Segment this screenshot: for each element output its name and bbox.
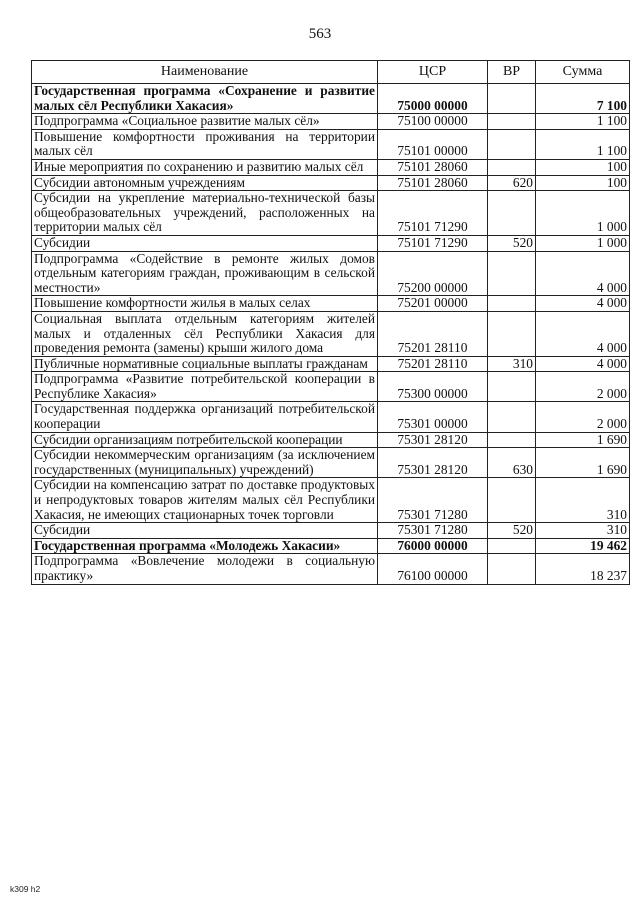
cell-name: Субсидии на компенсацию затрат по доставке продуктовых и непродуктовых товаров жителям малых сёл Республики Хакасия, не имеющих стационарных точек торговли (32, 478, 378, 523)
cell-vr (488, 402, 536, 432)
cell-vr (488, 296, 536, 312)
header-name: Наименование (32, 61, 378, 84)
table-row (32, 129, 630, 159)
cell-sum: 1 100 (536, 129, 630, 159)
table-row (32, 159, 630, 175)
header-sum: Сумма (536, 61, 630, 84)
cell-vr: 630 (488, 448, 536, 478)
cell-csr: 76000 00000 (378, 538, 488, 554)
cell-name: Подпрограмма «Социальное развитие малых сёл» (32, 114, 378, 130)
table-row (32, 448, 630, 478)
table-row (32, 554, 630, 584)
cell-name: Субсидии некоммерческим организациям (за исключением государственных (муниципальных) учреждений) (32, 448, 378, 478)
cell-name: Подпрограмма «Содействие в ремонте жилых домов отдельным категориям граждан, проживающим в сельской местности» (32, 251, 378, 296)
table-row (32, 402, 630, 432)
cell-csr: 75301 28120 (378, 432, 488, 448)
cell-sum: 2 000 (536, 372, 630, 402)
cell-csr: 75301 71280 (378, 478, 488, 523)
header-vr: ВР (488, 61, 536, 84)
cell-vr (488, 129, 536, 159)
cell-name: Субсидии (32, 235, 378, 251)
cell-name: Повышение комфортности жилья в малых селах (32, 296, 378, 312)
cell-name: Государственная программа «Сохранение и развитие малых сёл Республики Хакасия» (32, 84, 378, 114)
cell-vr (488, 554, 536, 584)
cell-sum: 2 000 (536, 402, 630, 432)
cell-csr: 76100 00000 (378, 554, 488, 584)
cell-vr (488, 191, 536, 236)
cell-csr: 75100 00000 (378, 114, 488, 130)
cell-vr (488, 311, 536, 356)
cell-vr (488, 84, 536, 114)
table-row (32, 432, 630, 448)
table-row (32, 523, 630, 539)
cell-sum: 100 (536, 175, 630, 191)
cell-vr (488, 432, 536, 448)
table-row (32, 538, 630, 554)
cell-sum: 1 690 (536, 448, 630, 478)
cell-sum: 310 (536, 478, 630, 523)
cell-vr (488, 159, 536, 175)
cell-sum: 4 000 (536, 251, 630, 296)
table-row (32, 191, 630, 236)
page-number: 563 (308, 26, 332, 42)
cell-csr: 75201 28110 (378, 311, 488, 356)
cell-sum: 1 100 (536, 114, 630, 130)
cell-vr: 520 (488, 523, 536, 539)
cell-sum: 19 462 (536, 538, 630, 554)
table-row (32, 478, 630, 523)
cell-sum: 1 000 (536, 191, 630, 236)
cell-sum: 4 000 (536, 296, 630, 312)
cell-name: Повышение комфортности проживания на территории малых сёл (32, 129, 378, 159)
table-row (32, 356, 630, 372)
table-row (32, 114, 630, 130)
cell-sum: 4 000 (536, 356, 630, 372)
cell-name: Субсидии (32, 523, 378, 539)
cell-vr (488, 251, 536, 296)
cell-vr (488, 372, 536, 402)
cell-name: Субсидии на укрепление материально-технической базы общеобразовательных учреждений, расположенных на территории малых сёл (32, 191, 378, 236)
table-header-row (32, 61, 630, 84)
cell-name: Иные мероприятия по сохранению и развитию малых сёл (32, 159, 378, 175)
cell-csr: 75101 28060 (378, 159, 488, 175)
cell-csr: 75101 28060 (378, 175, 488, 191)
cell-csr: 75200 00000 (378, 251, 488, 296)
cell-csr: 75301 28120 (378, 448, 488, 478)
cell-vr (488, 538, 536, 554)
cell-sum: 1 690 (536, 432, 630, 448)
cell-name: Субсидии автономным учреждениям (32, 175, 378, 191)
cell-vr: 520 (488, 235, 536, 251)
cell-vr: 620 (488, 175, 536, 191)
cell-name: Подпрограмма «Вовлечение молодежи в социальную практику» (32, 554, 378, 584)
cell-name: Субсидии организациям потребительской кооперации (32, 432, 378, 448)
cell-csr: 75000 00000 (378, 84, 488, 114)
cell-csr: 75300 00000 (378, 372, 488, 402)
cell-csr: 75201 28110 (378, 356, 488, 372)
cell-name: Публичные нормативные социальные выплаты гражданам (32, 356, 378, 372)
cell-sum: 100 (536, 159, 630, 175)
cell-csr: 75101 71290 (378, 191, 488, 236)
cell-sum: 310 (536, 523, 630, 539)
cell-vr (488, 114, 536, 130)
table-row (32, 235, 630, 251)
table-row (32, 175, 630, 191)
table-row (32, 251, 630, 296)
cell-name: Социальная выплата отдельным категориям жителей малых и отдаленных сёл Республики Хакасия для проведения ремонта (замены) крыши жилого дома (32, 311, 378, 356)
table-row (32, 372, 630, 402)
table-row (32, 84, 630, 114)
budget-table (31, 60, 630, 585)
cell-name: Государственная поддержка организаций потребительской кооперации (32, 402, 378, 432)
cell-sum: 1 000 (536, 235, 630, 251)
footer-code: k309 h2 (10, 884, 41, 894)
cell-name: Государственная программа «Молодежь Хакасии» (32, 538, 378, 554)
cell-csr: 75301 00000 (378, 402, 488, 432)
cell-csr: 75301 71280 (378, 523, 488, 539)
cell-csr: 75201 00000 (378, 296, 488, 312)
cell-sum: 18 237 (536, 554, 630, 584)
cell-sum: 4 000 (536, 311, 630, 356)
header-csr: ЦСР (378, 61, 488, 84)
table-row (32, 296, 630, 312)
cell-sum: 7 100 (536, 84, 630, 114)
cell-name: Подпрограмма «Развитие потребительской кооперации в Республике Хакасия» (32, 372, 378, 402)
cell-vr (488, 478, 536, 523)
cell-csr: 75101 00000 (378, 129, 488, 159)
table-row (32, 311, 630, 356)
cell-csr: 75101 71290 (378, 235, 488, 251)
cell-vr: 310 (488, 356, 536, 372)
